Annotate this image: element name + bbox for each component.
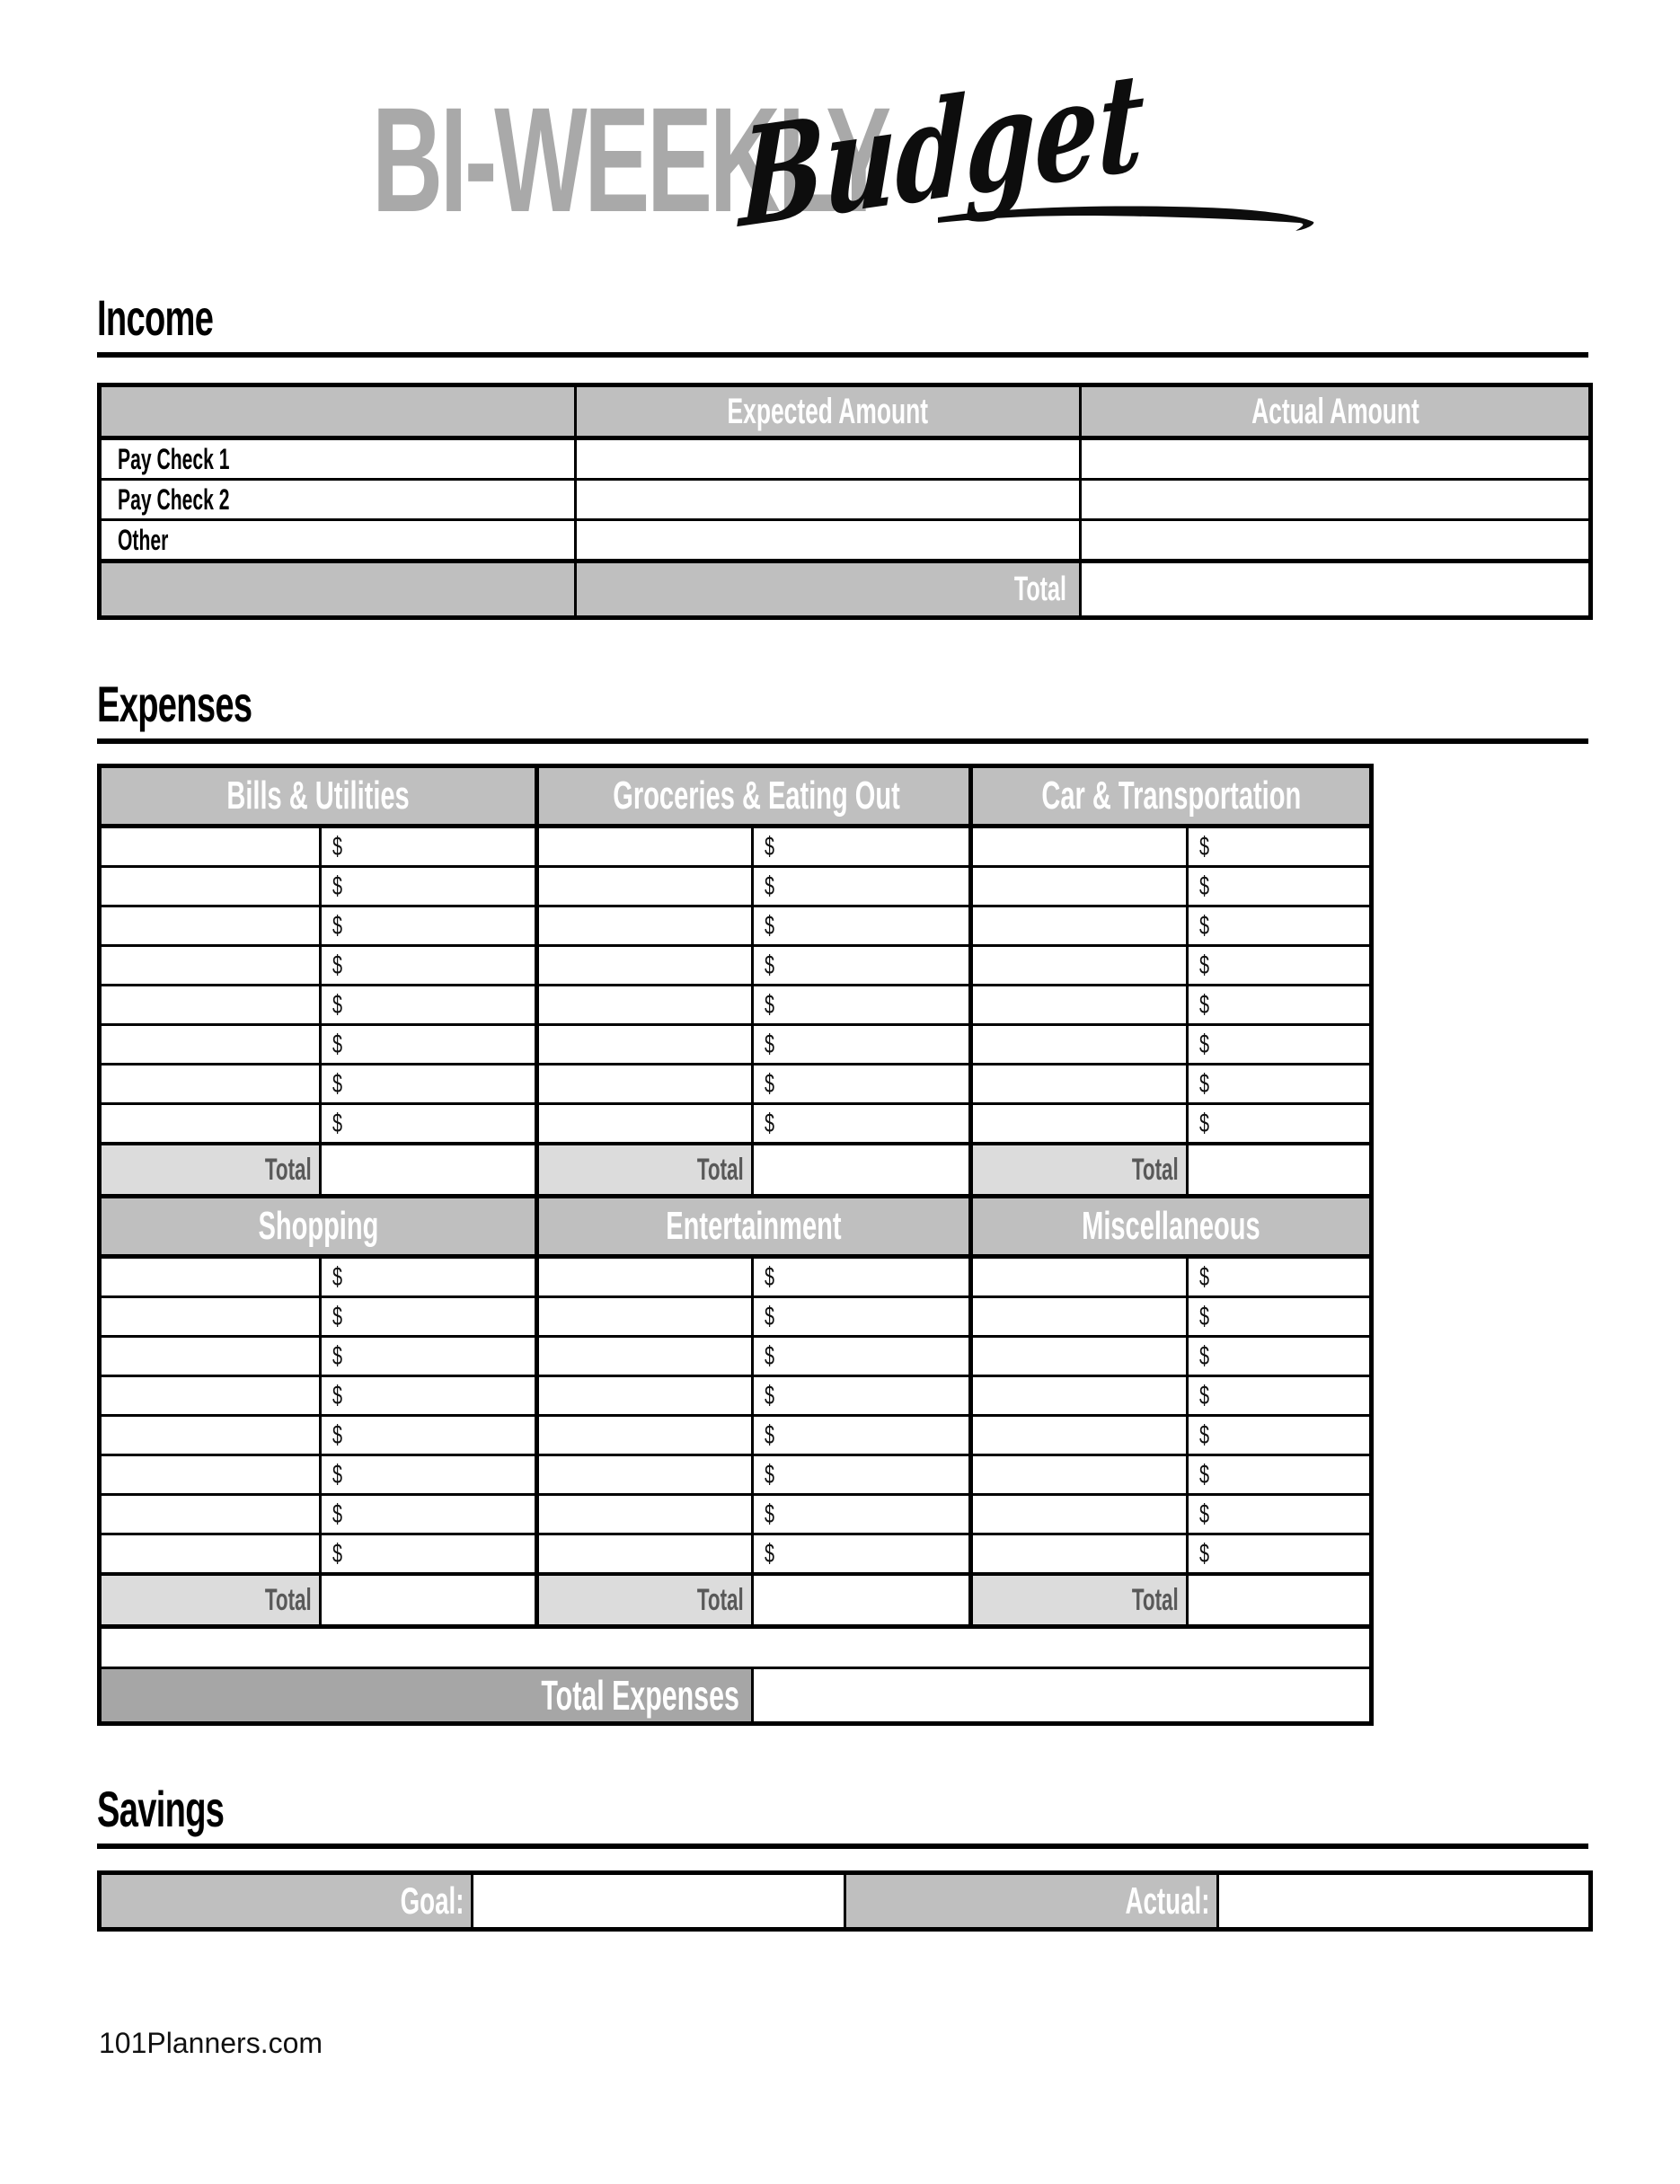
category-groceries-eating-out: Groceries & Eating Out	[537, 766, 971, 827]
expense-amount-cell[interactable]	[1188, 906, 1372, 946]
dollar-sign: $	[1199, 910, 1210, 941]
dollar-sign: $	[332, 910, 343, 941]
income-label-paycheck1: Pay Check 1	[100, 438, 576, 480]
expense-amount-cell[interactable]	[753, 827, 971, 867]
dollar-sign: $	[332, 831, 343, 862]
dollar-sign: $	[332, 1340, 343, 1371]
expense-item-name-cell[interactable]	[100, 1534, 321, 1575]
expense-subtotal-row	[100, 1574, 1372, 1627]
income-heading: Income	[97, 289, 214, 346]
income-table	[97, 383, 1593, 620]
expense-category-header-row	[100, 1197, 1372, 1257]
expense-item-name-cell[interactable]	[537, 1495, 753, 1534]
expense-amount-cell[interactable]	[753, 906, 971, 946]
expense-amount-cell[interactable]	[1188, 1376, 1372, 1416]
expense-item-name-cell[interactable]	[537, 1534, 753, 1575]
expense-item-name-cell[interactable]	[971, 1534, 1188, 1575]
savings-goal-label: Goal:	[100, 1873, 473, 1930]
expense-item-name-cell[interactable]	[100, 1257, 321, 1297]
dollar-sign: $	[1199, 1261, 1210, 1292]
expense-item-name-cell[interactable]	[971, 1025, 1188, 1065]
expense-item-name-cell[interactable]	[100, 827, 321, 867]
expense-subtotal-row	[100, 1144, 1372, 1197]
paycheck1-actual-input-cell[interactable]	[1081, 438, 1591, 480]
income-total-row	[100, 561, 1591, 618]
expense-row	[100, 986, 1372, 1025]
paycheck1-expected-input-cell[interactable]	[576, 438, 1081, 480]
expense-item-name-cell[interactable]	[100, 1065, 321, 1104]
income-header-blank-cell	[100, 385, 576, 438]
expenses-heading: Expenses	[97, 676, 252, 732]
expense-item-name-cell[interactable]	[537, 1065, 753, 1104]
dollar-sign: $	[332, 1301, 343, 1331]
entertainment-total-label: Total	[537, 1574, 753, 1627]
expense-amount-cell[interactable]	[321, 1257, 537, 1297]
expense-item-name-cell[interactable]	[100, 986, 321, 1025]
expense-amount-cell[interactable]	[753, 1534, 971, 1575]
expense-amount-cell[interactable]	[753, 1416, 971, 1455]
dollar-sign: $	[765, 831, 775, 862]
expense-item-name-cell[interactable]	[971, 1337, 1188, 1376]
expense-amount-cell[interactable]	[1188, 1534, 1372, 1575]
category-shopping: Shopping	[100, 1197, 537, 1257]
dollar-sign: $	[765, 1340, 775, 1371]
dollar-sign: $	[332, 989, 343, 1020]
bills-total-label: Total	[100, 1144, 321, 1197]
expense-amount-cell[interactable]	[753, 986, 971, 1025]
dollar-sign: $	[1199, 1108, 1210, 1138]
dollar-sign: $	[765, 1459, 775, 1490]
dollar-sign: $	[1199, 1380, 1210, 1410]
expense-row	[100, 1534, 1372, 1575]
expense-item-name-cell[interactable]	[100, 1376, 321, 1416]
expense-item-name-cell[interactable]	[971, 827, 1188, 867]
dollar-sign: $	[1199, 1068, 1210, 1099]
expense-row	[100, 1065, 1372, 1104]
expense-row	[100, 1455, 1372, 1495]
expense-amount-cell[interactable]	[321, 906, 537, 946]
income-total-input-cell[interactable]	[1081, 561, 1591, 618]
income-header-expected: Expected Amount	[576, 385, 1081, 438]
savings-section	[97, 1781, 1588, 1932]
expense-amount-cell[interactable]	[753, 1337, 971, 1376]
expense-item-name-cell[interactable]	[537, 1025, 753, 1065]
savings-divider	[97, 1844, 1588, 1849]
expense-amount-cell[interactable]	[321, 1297, 537, 1337]
expense-item-name-cell[interactable]	[971, 906, 1188, 946]
expense-category-header-row	[100, 766, 1372, 827]
expense-item-name-cell[interactable]	[100, 1297, 321, 1337]
expense-item-name-cell[interactable]	[100, 1455, 321, 1495]
expense-item-name-cell[interactable]	[537, 867, 753, 906]
dollar-sign: $	[765, 989, 775, 1020]
income-header-row	[100, 385, 1591, 438]
expense-item-name-cell[interactable]	[100, 867, 321, 906]
expense-item-name-cell[interactable]	[971, 1104, 1188, 1145]
expense-amount-cell[interactable]	[321, 986, 537, 1025]
dollar-sign: $	[1199, 1301, 1210, 1331]
expense-item-name-cell[interactable]	[971, 1297, 1188, 1337]
income-row-paycheck1	[100, 438, 1591, 480]
dollar-sign: $	[765, 1261, 775, 1292]
expense-amount-cell[interactable]	[1188, 1104, 1372, 1145]
dollar-sign: $	[1199, 989, 1210, 1020]
expense-amount-cell[interactable]	[753, 1495, 971, 1534]
expense-amount-cell[interactable]	[753, 867, 971, 906]
dollar-sign: $	[332, 1261, 343, 1292]
groceries-total-label: Total	[537, 1144, 753, 1197]
expense-row	[100, 1376, 1372, 1416]
dollar-sign: $	[1199, 831, 1210, 862]
expense-amount-cell[interactable]	[321, 867, 537, 906]
miscellaneous-total-input-cell[interactable]	[1188, 1574, 1372, 1627]
expense-item-name-cell[interactable]	[537, 1104, 753, 1145]
expense-amount-cell[interactable]	[1188, 827, 1372, 867]
expense-row	[100, 1297, 1372, 1337]
expense-amount-cell[interactable]	[321, 1025, 537, 1065]
dollar-sign: $	[1199, 871, 1210, 901]
income-total-blank-cell	[100, 561, 576, 618]
income-label-paycheck2: Pay Check 2	[100, 480, 576, 520]
dollar-sign: $	[765, 1538, 775, 1569]
expense-amount-cell[interactable]	[753, 1065, 971, 1104]
savings-actual-input-cell[interactable]	[1218, 1873, 1591, 1930]
dollar-sign: $	[332, 1380, 343, 1410]
expense-item-name-cell[interactable]	[537, 1455, 753, 1495]
expense-row	[100, 1495, 1372, 1534]
shopping-total-input-cell[interactable]	[321, 1574, 537, 1627]
paycheck2-actual-input-cell[interactable]	[1081, 480, 1591, 520]
category-entertainment: Entertainment	[537, 1197, 971, 1257]
expense-row	[100, 1257, 1372, 1297]
expense-item-name-cell[interactable]	[971, 946, 1188, 986]
expense-amount-cell[interactable]	[321, 1104, 537, 1145]
expense-item-name-cell[interactable]	[537, 1337, 753, 1376]
dollar-sign: $	[1199, 1419, 1210, 1450]
dollar-sign: $	[332, 950, 343, 980]
category-car-transportation: Car & Transportation	[971, 766, 1372, 827]
savings-table	[97, 1870, 1593, 1932]
income-header-actual: Actual Amount	[1081, 385, 1591, 438]
expense-amount-cell[interactable]	[1188, 1416, 1372, 1455]
savings-heading: Savings	[97, 1781, 225, 1837]
dollar-sign: $	[332, 1108, 343, 1138]
expense-item-name-cell[interactable]	[971, 1495, 1188, 1534]
expense-row	[100, 1337, 1372, 1376]
income-row-other	[100, 520, 1591, 561]
dollar-sign: $	[332, 1419, 343, 1450]
expense-row	[100, 1025, 1372, 1065]
dollar-sign: $	[765, 950, 775, 980]
expense-amount-cell[interactable]	[321, 827, 537, 867]
expense-amount-cell[interactable]	[1188, 946, 1372, 986]
income-total-label: Total	[576, 561, 1081, 618]
expense-item-name-cell[interactable]	[100, 906, 321, 946]
footer-site-name: 101Planners.com	[99, 2027, 323, 2059]
expense-item-name-cell[interactable]	[100, 1416, 321, 1455]
expense-item-name-cell[interactable]	[537, 946, 753, 986]
total-expenses-label: Total Expenses	[100, 1668, 753, 1724]
category-miscellaneous: Miscellaneous	[971, 1197, 1372, 1257]
income-section	[97, 289, 1588, 620]
shopping-total-label: Total	[100, 1574, 321, 1627]
expense-amount-cell[interactable]	[1188, 1495, 1372, 1534]
dollar-sign: $	[332, 1068, 343, 1099]
income-divider	[97, 352, 1588, 358]
expense-amount-cell[interactable]	[753, 946, 971, 986]
title-budget-script: Budget	[738, 41, 1146, 260]
expense-amount-cell[interactable]	[321, 1376, 537, 1416]
title-biweekly: BI-WEEKLY	[372, 77, 889, 243]
savings-row	[100, 1873, 1591, 1930]
expense-item-name-cell[interactable]	[971, 1416, 1188, 1455]
expense-amount-cell[interactable]	[1188, 867, 1372, 906]
expense-item-name-cell[interactable]	[537, 906, 753, 946]
expense-spacer-row	[100, 1627, 1372, 1668]
expense-item-name-cell[interactable]	[537, 1297, 753, 1337]
expense-item-name-cell[interactable]	[537, 986, 753, 1025]
dollar-sign: $	[765, 1499, 775, 1529]
expense-item-name-cell[interactable]	[971, 1455, 1188, 1495]
title-block	[0, 0, 1680, 296]
dollar-sign: $	[332, 871, 343, 901]
expense-amount-cell[interactable]	[1188, 1455, 1372, 1495]
spacer-cell	[100, 1627, 1372, 1668]
expense-item-name-cell[interactable]	[971, 1376, 1188, 1416]
expense-item-name-cell[interactable]	[971, 986, 1188, 1025]
expense-item-name-cell[interactable]	[100, 1104, 321, 1145]
expense-row	[100, 827, 1372, 867]
expense-amount-cell[interactable]	[321, 1495, 537, 1534]
miscellaneous-total-label: Total	[971, 1574, 1188, 1627]
expense-row	[100, 906, 1372, 946]
dollar-sign: $	[765, 1419, 775, 1450]
expense-item-name-cell[interactable]	[100, 1025, 321, 1065]
dollar-sign: $	[332, 1029, 343, 1059]
dollar-sign: $	[1199, 1459, 1210, 1490]
expense-row	[100, 1104, 1372, 1145]
dollar-sign: $	[765, 1108, 775, 1138]
dollar-sign: $	[332, 1499, 343, 1529]
expense-item-name-cell[interactable]	[537, 1416, 753, 1455]
expense-amount-cell[interactable]	[321, 1455, 537, 1495]
expenses-section	[97, 676, 1588, 1726]
income-label-other: Other	[100, 520, 576, 561]
dollar-sign: $	[765, 871, 775, 901]
expense-item-name-cell[interactable]	[537, 1257, 753, 1297]
dollar-sign: $	[332, 1538, 343, 1569]
expense-amount-cell[interactable]	[1188, 1337, 1372, 1376]
expense-amount-cell[interactable]	[753, 1025, 971, 1065]
savings-goal-input-cell[interactable]	[473, 1873, 845, 1930]
expense-item-name-cell[interactable]	[537, 827, 753, 867]
expense-amount-cell[interactable]	[321, 1534, 537, 1575]
dollar-sign: $	[332, 1459, 343, 1490]
expense-amount-cell[interactable]	[753, 1376, 971, 1416]
dollar-sign: $	[765, 1301, 775, 1331]
expense-amount-cell[interactable]	[1188, 1025, 1372, 1065]
expense-amount-cell[interactable]	[753, 1257, 971, 1297]
expense-item-name-cell[interactable]	[100, 1495, 321, 1534]
title-underline-swoosh-icon	[936, 196, 1317, 235]
total-expenses-row	[100, 1668, 1372, 1724]
expense-amount-cell[interactable]	[1188, 986, 1372, 1025]
expense-amount-cell[interactable]	[321, 1065, 537, 1104]
expenses-table	[97, 764, 1374, 1726]
expense-amount-cell[interactable]	[1188, 1257, 1372, 1297]
dollar-sign: $	[1199, 1340, 1210, 1371]
total-expenses-input-cell[interactable]	[753, 1668, 1372, 1724]
expense-row	[100, 1416, 1372, 1455]
expense-amount-cell[interactable]	[753, 1104, 971, 1145]
expense-row	[100, 867, 1372, 906]
expense-amount-cell[interactable]	[321, 946, 537, 986]
dollar-sign: $	[765, 1068, 775, 1099]
expense-amount-cell[interactable]	[753, 1455, 971, 1495]
dollar-sign: $	[1199, 950, 1210, 980]
savings-actual-label: Actual:	[845, 1873, 1218, 1930]
dollar-sign: $	[1199, 1538, 1210, 1569]
expense-item-name-cell[interactable]	[100, 946, 321, 986]
expense-amount-cell[interactable]	[1188, 1065, 1372, 1104]
dollar-sign: $	[765, 1029, 775, 1059]
paycheck2-expected-input-cell[interactable]	[576, 480, 1081, 520]
car-total-label: Total	[971, 1144, 1188, 1197]
other-actual-input-cell[interactable]	[1081, 520, 1591, 561]
expense-item-name-cell[interactable]	[971, 867, 1188, 906]
entertainment-total-input-cell[interactable]	[753, 1574, 971, 1627]
groceries-total-input-cell[interactable]	[753, 1144, 971, 1197]
dollar-sign: $	[765, 1380, 775, 1410]
other-expected-input-cell[interactable]	[576, 520, 1081, 561]
expense-amount-cell[interactable]	[321, 1337, 537, 1376]
expenses-divider	[97, 738, 1588, 744]
dollar-sign: $	[1199, 1499, 1210, 1529]
expense-amount-cell[interactable]	[1188, 1297, 1372, 1337]
expense-row	[100, 946, 1372, 986]
expense-item-name-cell[interactable]	[537, 1376, 753, 1416]
expense-amount-cell[interactable]	[321, 1416, 537, 1455]
expense-item-name-cell[interactable]	[971, 1257, 1188, 1297]
car-total-input-cell[interactable]	[1188, 1144, 1372, 1197]
income-row-paycheck2	[100, 480, 1591, 520]
expense-amount-cell[interactable]	[753, 1297, 971, 1337]
expense-item-name-cell[interactable]	[100, 1337, 321, 1376]
dollar-sign: $	[765, 910, 775, 941]
category-bills-utilities: Bills & Utilities	[100, 766, 537, 827]
dollar-sign: $	[1199, 1029, 1210, 1059]
expense-item-name-cell[interactable]	[971, 1065, 1188, 1104]
bills-total-input-cell[interactable]	[321, 1144, 537, 1197]
